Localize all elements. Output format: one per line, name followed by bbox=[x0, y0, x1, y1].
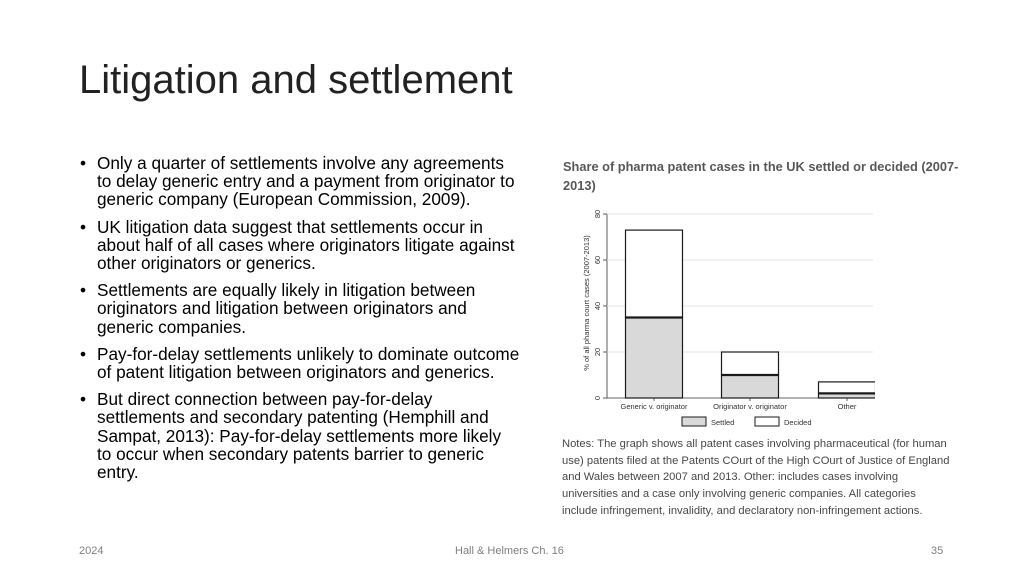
bullet-item bbox=[80, 390, 520, 481]
bullet-glyph: • bbox=[80, 216, 87, 237]
bullet-item bbox=[80, 281, 520, 336]
bar-decided bbox=[722, 352, 779, 375]
legend-label-decided: Decided bbox=[784, 418, 812, 427]
y-tick-label: 80 bbox=[593, 209, 602, 219]
y-tick-label: 20 bbox=[593, 347, 602, 357]
bar-settled bbox=[626, 318, 683, 399]
bullet-text: Only a quarter of settlements involve any agreements to delay generic entry and a payment from originator to generic company (European Commission, 2009). bbox=[97, 153, 515, 210]
slide-title: Litigation and settlement bbox=[79, 58, 513, 102]
bullet-text: Pay-for-delay settlements unlikely to dominate outcome of patent litigation between originators and generics. bbox=[97, 343, 520, 383]
chart-title: Share of pharma patent cases in the UK settled or decided (2007-2013) bbox=[563, 159, 959, 193]
bullet-glyph: • bbox=[80, 280, 87, 301]
x-tick-label: Originator v. originator bbox=[713, 402, 787, 411]
y-tick-label: 0 bbox=[593, 395, 602, 401]
y-axis-label: % of all pharma court cases (2007-2013) bbox=[582, 235, 591, 371]
x-tick-label: Generic v. originator bbox=[620, 402, 688, 411]
legend-swatch-settled bbox=[682, 417, 706, 426]
footer-year: 2024 bbox=[79, 545, 104, 557]
bullet-item bbox=[80, 345, 520, 381]
footer-page-number: 35 bbox=[931, 545, 944, 557]
bullet-item bbox=[80, 218, 520, 273]
bullet-list bbox=[80, 154, 520, 490]
bar-settled bbox=[722, 375, 779, 398]
bullet-text: But direct connection between pay-for-delay settlements and secondary patenting (Hemphill and Sampat, 2013): Pay-for-delay settlements more likely to occur when secondary patents barrier to generic entry. bbox=[97, 389, 502, 483]
footer-citation: Hall & Helmers Ch. 16 bbox=[455, 545, 564, 557]
bar-decided bbox=[626, 230, 683, 317]
bullet-glyph: • bbox=[80, 153, 87, 173]
y-tick-label: 60 bbox=[593, 255, 602, 265]
bullet-item bbox=[80, 154, 520, 209]
chart-notes: Notes: The graph shows all patent cases involving pharmaceutical (for human use) patents filed at the Patents COurt of the High COurt of Justice of England and Wales between 2007 and 2013. Other: includes cases involving universities and a case only involving generic companies. All categories include infringement, invalidity, and declaratory non-infringement actions. bbox=[562, 438, 950, 517]
bullet-text: Settlements are equally likely in litigation between originators and litigation between originators and generic companies. bbox=[97, 280, 476, 337]
chart-legend bbox=[682, 417, 812, 427]
bullet-glyph: • bbox=[80, 389, 87, 410]
bullet-text: UK litigation data suggest that settlements occur in about half of all cases where originators litigate against other originators or generics. bbox=[97, 216, 515, 274]
legend-swatch-decided bbox=[755, 417, 779, 426]
y-tick-label: 40 bbox=[593, 301, 602, 311]
x-tick-label: Other bbox=[837, 402, 857, 411]
bar-chart bbox=[575, 200, 875, 430]
bar-decided bbox=[819, 382, 876, 394]
legend-label-settled: Settled bbox=[711, 418, 735, 427]
bullet-glyph: • bbox=[80, 343, 87, 364]
